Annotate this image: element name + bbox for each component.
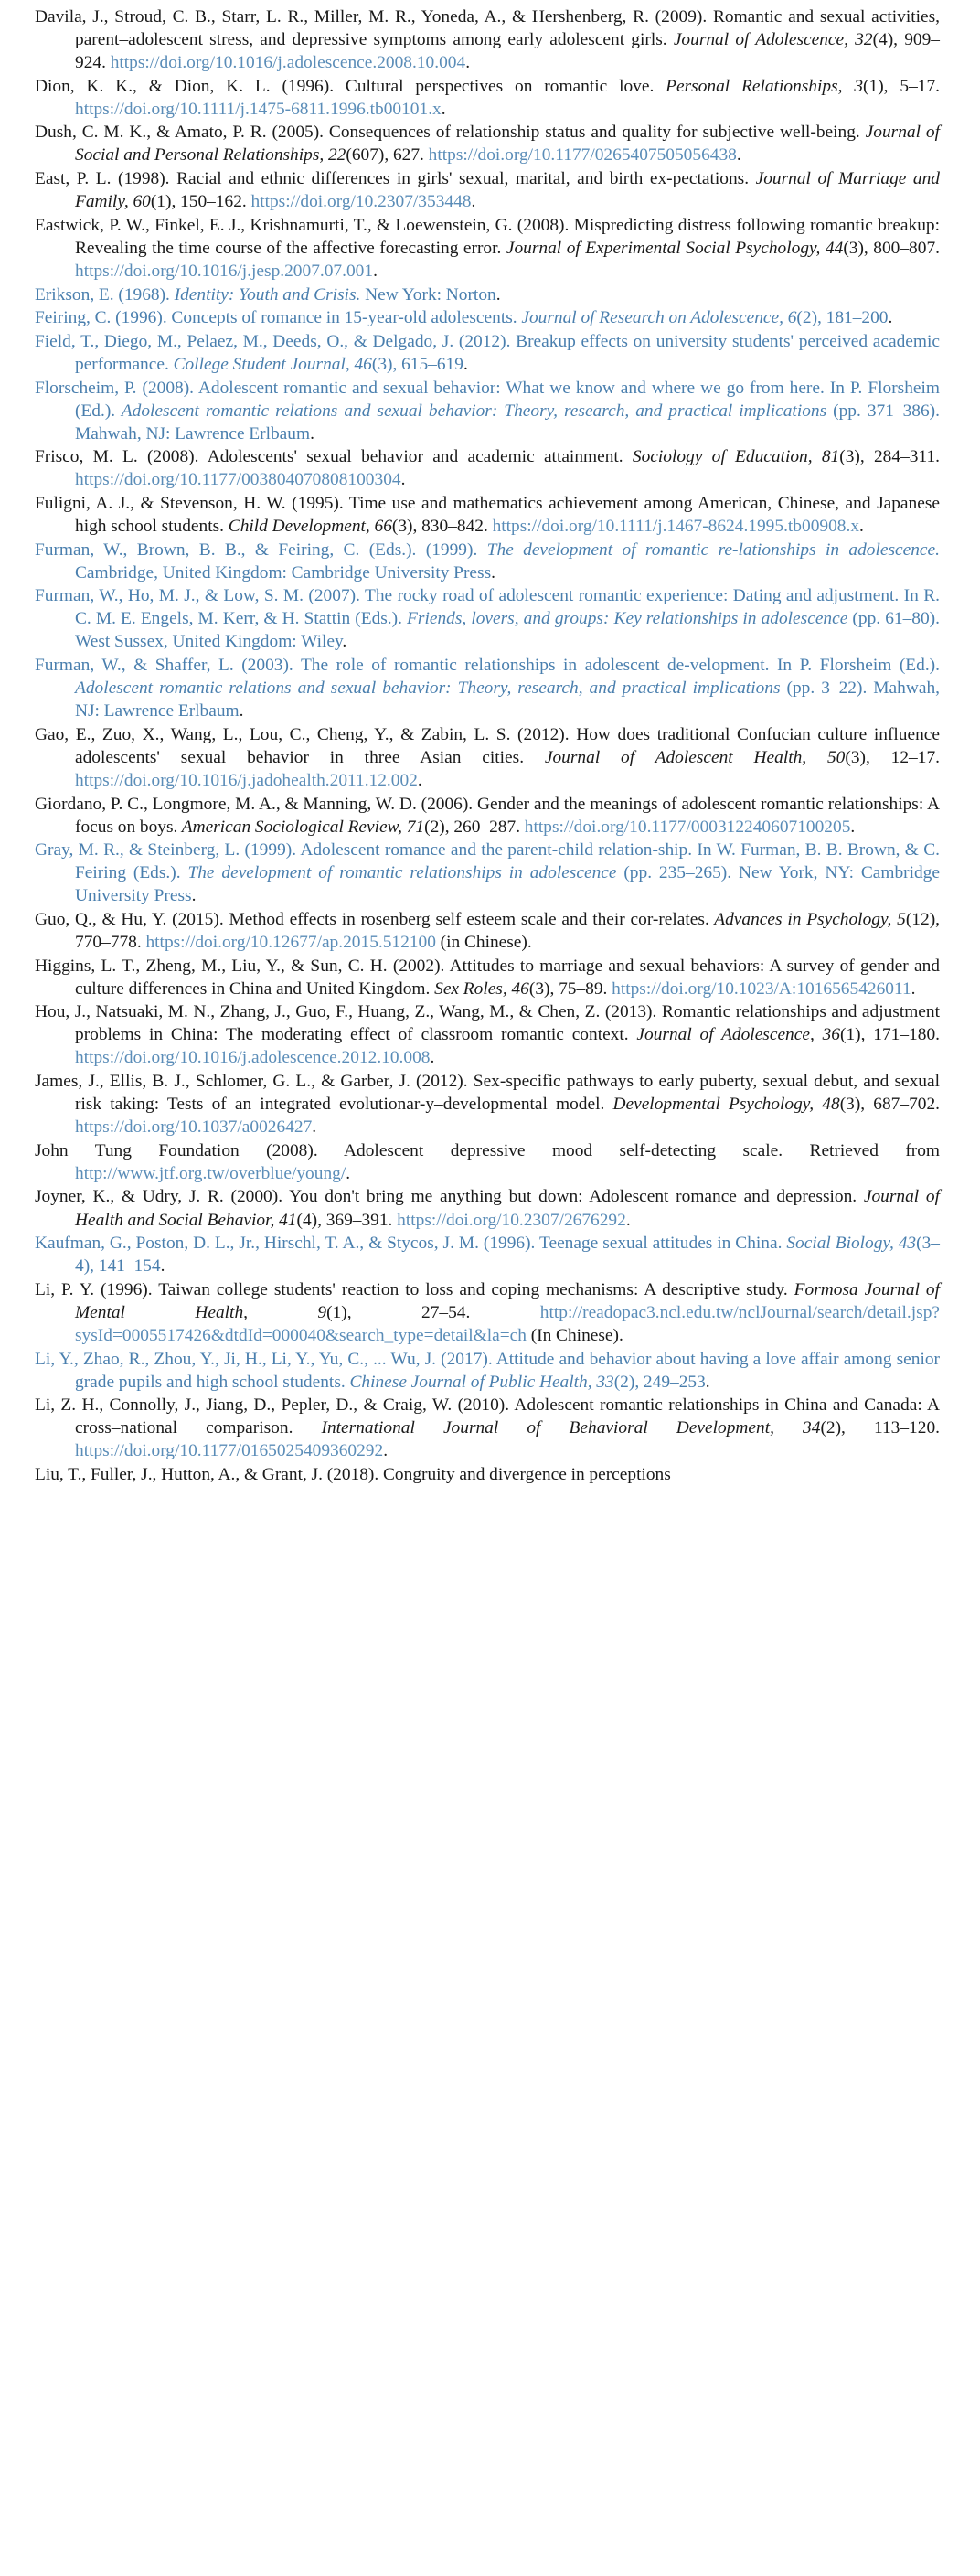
reference-title: Time use and mathematics achievement among American, Chinese, and Japanese high school students. <box>75 493 940 536</box>
reference-title: Adolescent romantic and sexual behavior: What we know and where we go from here. In P. Florsheim (Ed.). <box>75 378 940 421</box>
reference-authors: Li, Z. H., Connolly, J., Jiang, D., Pepler, D., & Craig, W. (2010). <box>35 1395 510 1416</box>
reference-title: Romantic relationships and adjustment problems in China: The moderating effect of classroom romantic context. <box>75 1002 940 1045</box>
reference-title: Adolescent depressive mood self-detecting scale. Retrieved from <box>317 1140 941 1160</box>
reference-doi-link[interactable]: https://doi.org/10.2307/2676292 <box>397 1210 626 1230</box>
reference-title: The rocky road of adolescent romantic experience: Dating and adjustment. In R. C. M. E. Engels, M. Kerr, & H. Stattin (Eds.). <box>75 586 940 629</box>
reference-detail: (3), 284–311. <box>839 447 940 467</box>
reference-list <box>35 5 940 1486</box>
reference-entry <box>35 1278 940 1347</box>
reference-entry <box>35 654 940 722</box>
reference-tail: . <box>736 145 741 166</box>
reference-tail: (in Chinese). <box>435 932 532 952</box>
reference-title: Sex-specific pathways to early puberty, sexual debut, and sexual risk taking: Tests of an integrated evolutionar-y–developmental model. <box>75 1072 940 1115</box>
reference-tail: . <box>373 261 378 281</box>
reference-tail: . <box>441 99 446 119</box>
reference-tail: . <box>471 192 476 212</box>
reference-tail: . <box>495 284 501 305</box>
reference-authors: Li, P. Y. (1996). <box>35 1279 153 1299</box>
reference-authors: Guo, Q., & Hu, Y. (2015). <box>35 909 224 929</box>
reference-doi-link[interactable]: https://doi.org/10.1016/j.adolescence.2012.10.008 <box>75 1048 431 1068</box>
reference-entry <box>35 75 940 121</box>
reference-detail: (3), 615–619 <box>371 354 463 374</box>
reference-title: Attitudes to marriage and sexual behaviors: A survey of gender and culture differences in China and United Kingdom. <box>75 956 940 999</box>
reference-detail: (3), 830–842. <box>391 516 493 536</box>
reference-entry <box>35 330 940 376</box>
reference-detail: (pp. 235–265). New York, NY: Cambridge University Press <box>75 863 940 906</box>
reference-doi-link[interactable]: https://doi.org/10.1111/j.1467-8624.1995.tb00908.x <box>492 516 860 536</box>
reference-entry <box>35 1348 940 1394</box>
reference-source: Personal Relationships, 3 <box>654 76 864 96</box>
reference-entry <box>35 839 940 907</box>
reference-detail: (2), 249–253 <box>613 1372 706 1392</box>
reference-entry <box>35 908 940 954</box>
reference-title: Attitude and behavior about having a love affair among senior grade pupils and high school students. <box>75 1349 940 1392</box>
reference-entry <box>35 1394 940 1462</box>
reference-title: Teenage sexual attitudes in China. <box>535 1234 783 1254</box>
reference-detail: (4), 909–924. <box>75 30 940 73</box>
reference-title: Taiwan college students' reaction to loss and coping mechanisms: A descriptive study. <box>152 1279 788 1299</box>
reference-detail: (3), 75–89. <box>528 978 612 999</box>
reference-authors: James, J., Ellis, B. J., Schlomer, G. L., & Garber, J. (2012). <box>35 1072 468 1092</box>
reference-source: Advances in Psychology, 5 <box>708 909 906 929</box>
reference-authors: John Tung Foundation (2008). <box>35 1140 318 1160</box>
reference-authors: Kaufman, G., Poston, D. L., Jr., Hirschl, T. A., & Stycos, J. M. (1996). <box>35 1234 536 1254</box>
reference-tail: . <box>312 1117 317 1138</box>
reference-tail: . <box>191 886 197 906</box>
reference-title: Concepts of romance in 15-year-old adolescents. <box>166 308 517 328</box>
reference-title: Adolescents' sexual behavior and academic attainment. <box>198 447 623 467</box>
reference-doi-link[interactable]: https://doi.org/10.1111/j.1475-6811.1996.tb00101.x <box>75 99 442 119</box>
reference-entry <box>35 1000 940 1069</box>
reference-doi-link[interactable]: https://doi.org/10.1177/0165025409360292 <box>75 1441 384 1461</box>
reference-entry <box>35 723 940 792</box>
reference-entry <box>35 793 940 839</box>
reference-authors: Fuligni, A. J., & Stevenson, H. W. (1995). <box>35 493 344 513</box>
reference-entry <box>35 1139 940 1185</box>
reference-tail: . <box>705 1372 710 1392</box>
reference-tail: . <box>463 354 468 374</box>
reference-authors: Furman, W., Brown, B. B., & Feiring, C. (Eds.). (1999). <box>35 540 478 560</box>
reference-tail: . <box>342 632 347 652</box>
reference-detail: New York: Norton <box>360 284 496 305</box>
reference-source: Journal of Adolescence, 36 <box>628 1025 841 1045</box>
reference-title: Cultural perspectives on romantic love. <box>334 76 655 96</box>
reference-source: College Student Journal, 46 <box>168 354 372 374</box>
reference-source: Sociology of Education, 81 <box>623 447 840 467</box>
reference-detail: (2), 113–120. <box>820 1418 940 1438</box>
reference-authors: Gray, M. R., & Steinberg, L. (1999). <box>35 840 297 860</box>
reference-authors: Higgins, L. T., Zheng, M., Liu, Y., & Sun, C. H. (2002). <box>35 956 445 976</box>
reference-entry <box>35 584 940 653</box>
reference-tail: . <box>625 1210 631 1230</box>
reference-source: The development of romantic relationships in adolescence <box>180 863 617 883</box>
reference-detail: (pp. 371–386). Mahwah, NJ: Lawrence Erlbaum <box>75 401 940 444</box>
reference-title: Romantic and sexual activities, parent–adolescent stress, and depressive symptoms among early adolescent girls. <box>75 7 941 50</box>
reference-entry <box>35 306 940 329</box>
reference-source: Journal of Marriage and Family, 60 <box>75 169 941 212</box>
reference-authors: Gao, E., Zuo, X., Wang, L., Lou, C., Cheng, Y., & Zabin, L. S. (2012). <box>35 724 570 744</box>
reference-detail: (1), 171–180. <box>840 1025 940 1045</box>
reference-source: Journal of Adolescence, 32 <box>666 30 873 50</box>
reference-entry <box>35 283 940 306</box>
reference-doi-link[interactable]: https://doi.org/10.1177/003804070808100304 <box>75 470 401 490</box>
reference-detail: (3–4), 141–154 <box>75 1234 940 1277</box>
reference-entry <box>35 5 940 74</box>
reference-title: How does traditional Confucian culture influence adolescents' sexual behavior in three Asian cities. <box>75 724 941 767</box>
reference-title: Adolescent romance and the parent-child relation-ship. In W. Furman, B. B. Brown, & C. Feiring (Eds.). <box>75 840 940 883</box>
reference-authors: Furman, W., Ho, M. J., & Low, S. M. (2007). <box>35 586 360 606</box>
reference-tail: . <box>888 308 893 328</box>
reference-entry <box>35 955 940 1000</box>
reference-doi-link[interactable]: https://doi.org/10.1016/j.jesp.2007.07.001 <box>75 261 374 281</box>
reference-source: Friends, lovers, and groups: Key relationships in adolescence <box>401 609 848 629</box>
reference-detail: Cambridge, United Kingdom: Cambridge University Press <box>75 562 492 583</box>
reference-detail: (1), 150–162. <box>150 192 251 212</box>
reference-entry <box>35 1232 940 1277</box>
reference-entry <box>35 492 940 538</box>
reference-source: Adolescent romantic relations and sexual behavior: Theory, research, and practical implications <box>115 401 827 421</box>
reference-authors: East, P. L. (1998). <box>35 169 170 189</box>
reference-title: Racial and ethnic differences in girls' sexual, marital, and birth ex-pectations. <box>169 169 750 189</box>
reference-source: Journal of Adolescent Health, 50 <box>524 747 846 767</box>
reference-entry <box>35 214 940 283</box>
reference-doi-link[interactable]: https://doi.org/10.1177/000312240607100205 <box>524 817 851 837</box>
reference-detail: (4), 369–391. <box>296 1210 398 1230</box>
reference-tail: . <box>430 1048 435 1068</box>
reference-tail: . <box>239 701 244 721</box>
reference-source: Chinese Journal of Public Health, 33 <box>345 1372 614 1392</box>
reference-authors: Liu, T., Fuller, J., Hutton, A., & Grant, J. (2018). <box>35 1464 379 1484</box>
reference-authors: Frisco, M. L. (2008). <box>35 447 199 467</box>
reference-tail: . <box>417 770 422 790</box>
reference-entry <box>35 167 940 213</box>
reference-authors: Hou, J., Natsuaki, M. N., Zhang, J., Guo, F., Huang, Z., Wang, M., & Chen, Z. (2013). <box>35 1002 657 1022</box>
reference-source: The development of romantic re-lationships in adolescence. <box>477 540 940 560</box>
reference-tail: . <box>400 470 406 490</box>
reference-detail: (607), 627. <box>346 145 429 166</box>
reference-entry <box>35 1463 940 1486</box>
reference-source: Journal of Social and Personal Relationships, 22 <box>75 123 940 166</box>
reference-detail: (3), 12–17. <box>845 747 940 767</box>
reference-detail: (1), 27–54. <box>326 1302 540 1322</box>
reference-tail: (In Chinese). <box>526 1325 623 1345</box>
reference-doi-link[interactable]: https://doi.org/10.1016/j.jadohealth.2011.12.002 <box>75 770 418 790</box>
reference-detail: (1), 5–17. <box>863 76 940 96</box>
reference-title: Method effects in rosenberg self esteem scale and their cor-relates. <box>223 909 709 929</box>
reference-source: Developmental Psychology, 48 <box>604 1095 840 1115</box>
reference-title: You don't bring me anything but down: Adolescent romance and depression. <box>282 1187 858 1207</box>
reference-doi-link[interactable]: https://doi.org/10.12677/ap.2015.512100 <box>145 932 436 952</box>
reference-tail: . <box>850 817 856 837</box>
reference-tail: . <box>911 978 916 999</box>
reference-source: Formosa Journal of Mental Health, 9 <box>75 1279 940 1322</box>
reference-entry <box>35 377 940 445</box>
reference-source: American Sociological Review, 71 <box>177 817 425 837</box>
reference-authors: Davila, J., Stroud, C. B., Starr, L. R., Miller, M. R., Yoneda, A., & Hershenberg, R. (2009). <box>35 7 708 27</box>
reference-authors: Feiring, C. (1996). <box>35 308 167 328</box>
reference-authors: Li, Y., Zhao, R., Zhou, Y., Ji, H., Li, Y., Yu, C., ... Wu, J. (2017). <box>35 1349 493 1369</box>
reference-entry <box>35 445 940 491</box>
reference-source: Journal of Research on Adolescence, 6 <box>517 308 797 328</box>
reference-authors: Dion, K. K., & Dion, K. L. (1996). <box>35 76 335 96</box>
reference-title: Congruity and divergence in perceptions <box>378 1464 671 1484</box>
reference-tail: . <box>383 1441 389 1461</box>
reference-tail: . <box>346 1163 351 1183</box>
reference-detail: (3), 687–702. <box>839 1095 940 1115</box>
reference-detail: (3), 800–807. <box>843 238 940 258</box>
reference-tail: . <box>160 1256 165 1277</box>
reference-authors: Dush, C. M. K., & Amato, P. R. (2005). <box>35 123 325 143</box>
reference-doi-link[interactable]: https://doi.org/10.1023/A:1016565426011 <box>612 978 911 999</box>
reference-source: Journal of Health and Social Behavior, 41 <box>75 1187 940 1230</box>
reference-source: Adolescent romantic relations and sexual behavior: Theory, research, and practical implications <box>75 679 781 699</box>
reference-doi-link[interactable]: http://readopac3.ncl.edu.tw/nclJournal/search/detail.jsp?sysId=0005517426&dtdId=000040&search_type=detail&la=ch <box>75 1302 940 1345</box>
reference-authors: Field, T., Diego, M., Pelaez, M., Deeds, O., & Delgado, J. (2012). <box>35 331 511 351</box>
reference-detail: (pp. 3–22). Mahwah, NJ: Lawrence Erlbaum <box>75 679 940 721</box>
reference-source: Sex Roles, 46 <box>430 978 529 999</box>
reference-entry <box>35 539 940 584</box>
reference-source: Journal of Experimental Social Psychology, 44 <box>501 238 844 258</box>
reference-tail: . <box>859 516 864 536</box>
reference-detail: (pp. 61–80). West Sussex, United Kingdom: Wiley <box>75 609 940 652</box>
reference-authors: Joyner, K., & Udry, J. R. (2000). <box>35 1187 283 1207</box>
reference-entry <box>35 121 940 166</box>
reference-tail: . <box>310 423 314 444</box>
reference-tail: . <box>465 53 471 73</box>
reference-source: Social Biology, 43 <box>782 1234 917 1254</box>
reference-doi-link[interactable]: http://www.jtf.org.tw/overblue/young/ <box>75 1163 346 1183</box>
reference-detail: (2), 181–200 <box>796 308 889 328</box>
reference-tail: . <box>491 562 495 583</box>
reference-authors: Furman, W., & Shaffer, L. (2003). <box>35 656 293 676</box>
reference-title: Adolescent romantic relationships in China and Canada: A cross–national comparison. <box>75 1395 941 1438</box>
reference-source: Child Development, 66 <box>224 516 392 536</box>
reference-title: Consequences of relationship status and quality for subjective well-being. <box>324 123 860 143</box>
reference-title: Breakup effects on university students' perceived academic performance. <box>75 331 940 374</box>
reference-source: Identity: Youth and Crisis. <box>169 284 361 305</box>
reference-title: Mispredicting distress following romantic breakup: Revealing the time course of the affective forecasting error. <box>75 215 941 258</box>
reference-doi-link[interactable]: https://doi.org/10.2307/353448 <box>250 192 472 212</box>
reference-title: The role of romantic relationships in adolescent de-velopment. In P. Florsheim (Ed.). <box>293 656 940 676</box>
reference-detail: (12), 770–778. <box>75 909 940 952</box>
reference-doi-link[interactable]: https://doi.org/10.1016/j.adolescence.2008.10.004 <box>110 53 466 73</box>
reference-doi-link[interactable]: https://doi.org/10.1177/0265407505056438 <box>428 145 737 166</box>
reference-detail: (2), 260–287. <box>424 817 525 837</box>
reference-authors: Eastwick, P. W., Finkel, E. J., Krishnamurti, T., & Loewenstein, G. (2008). <box>35 215 570 235</box>
reference-entry <box>35 1070 940 1138</box>
reference-authors: Erikson, E. (1968). <box>35 284 170 305</box>
reference-entry <box>35 1185 940 1231</box>
reference-title: Gender and the meanings of adolescent romantic relationships: A focus on boys. <box>75 794 940 837</box>
reference-doi-link[interactable]: https://doi.org/10.1037/a0026427 <box>75 1117 313 1138</box>
reference-source: International Journal of Behavioral Development, 34 <box>293 1418 821 1438</box>
reference-authors: Giordano, P. C., Longmore, M. A., & Manning, W. D. (2006). <box>35 794 474 814</box>
reference-authors: Florscheim, P. (2008). <box>35 378 195 398</box>
